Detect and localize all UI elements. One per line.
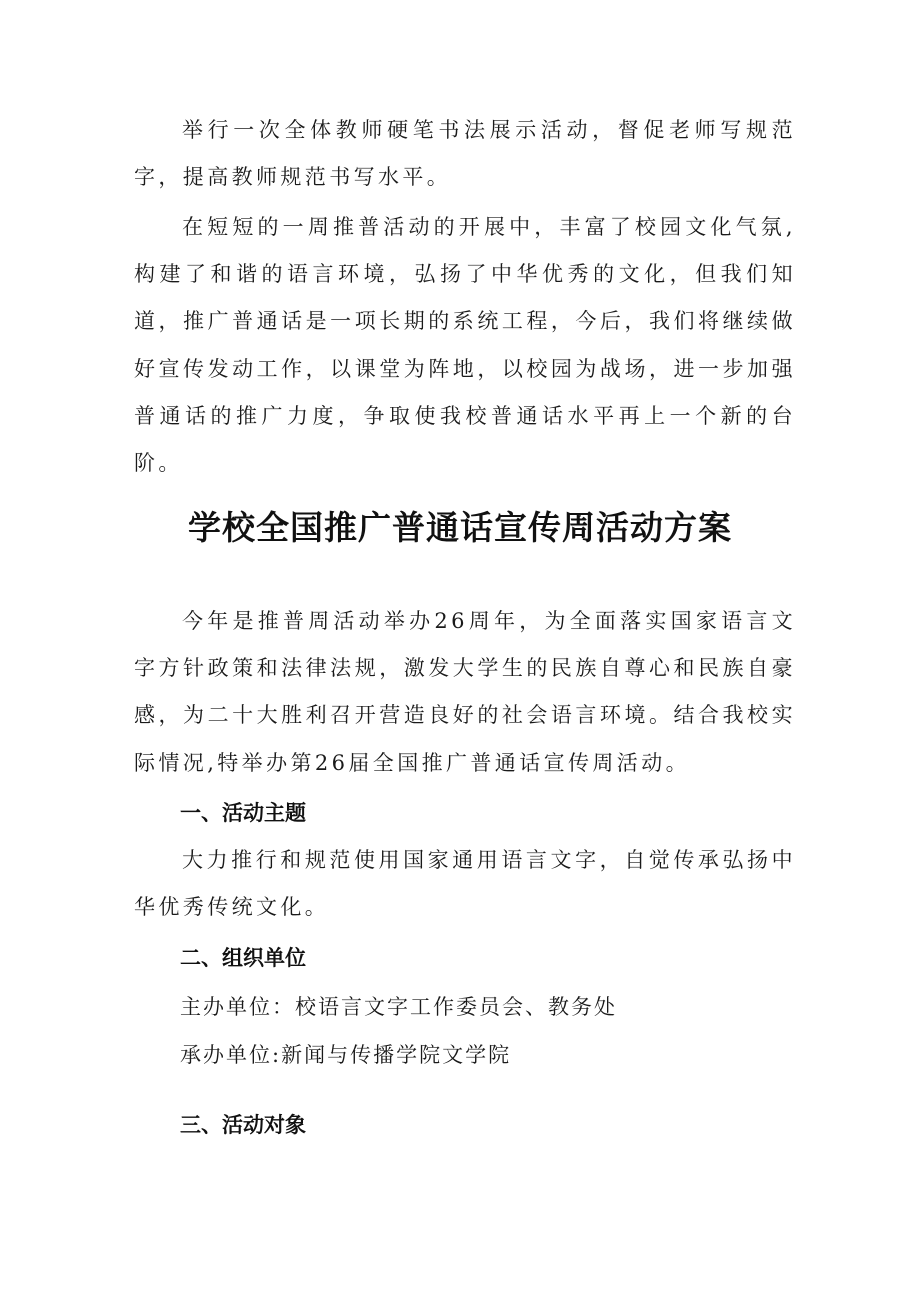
section-heading-theme: 一、活动主题 — [180, 801, 306, 825]
section-heading-participants: 三、活动对象 — [180, 1113, 306, 1137]
intro-paragraph-1: 举行一次全体教师硬笔书法展示活动，督促老师写规范字，提高教师规范书写水平。 — [134, 118, 796, 190]
document-title: 学校全国推广普通话宣传周活动方案 — [188, 508, 732, 547]
section-body-theme: 大力推行和规范使用国家通用语言文字，自觉传承弘扬中华优秀传统文化。 — [134, 848, 796, 920]
organizer-host-line: 主办单位：校语言文字工作委员会、教务处 — [180, 995, 617, 1019]
preface-paragraph: 今年是推普周活动举办26周年，为全面落实国家语言文字方针政策和法律法规，激发大学生的民族自尊心和民族自豪感，为二十大胜利召开营造良好的社会语言环境。结合我校实际情况,特举办第26届全国推广普通话宣传周活动。 — [134, 609, 796, 775]
section-heading-organizers: 二、组织单位 — [180, 946, 306, 970]
organizer-undertaker-line: 承办单位:新闻与传播学院文学院 — [180, 1043, 512, 1067]
intro-paragraph-2: 在短短的一周推普活动的开展中，丰富了校园文化气氛,构建了和谐的语言环境，弘扬了中华优秀的文化，但我们知道，推广普通话是一项长期的系统工程，今后，我们将继续做好宣传发动工作，以课堂为阵地，以校园为战场，进一步加强普通话的推广力度，争取使我校普通话水平再上一个新的台阶。 — [134, 215, 796, 476]
